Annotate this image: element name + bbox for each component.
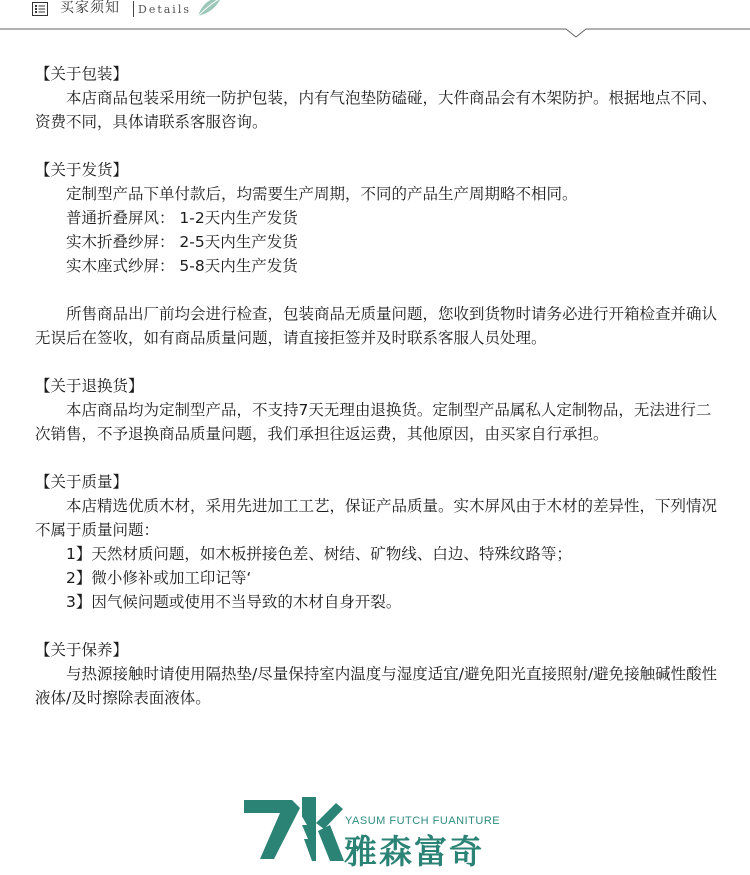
page-subtitle: Details xyxy=(138,3,191,16)
notice-section xyxy=(35,470,725,614)
section-row: 实木折叠纱屏： 2-5天内生产发货 xyxy=(66,233,298,251)
page-title: 买家须知 xyxy=(60,0,120,16)
section-row: 普通折叠屏风： 1-2天内生产发货 xyxy=(66,209,298,227)
brand-chinese-name: 雅森富奇 xyxy=(344,832,484,871)
notice-content xyxy=(35,62,725,734)
section-row: 2】微小修补或加工印记等‘ xyxy=(66,569,252,587)
section-heading: 【关于退换货】 xyxy=(35,377,144,395)
section-heading: 【关于质量】 xyxy=(35,473,129,491)
section-paragraph: 所售商品出厂前均会进行检查，包装商品无质量问题，您收到货物时请务必进行开箱检查并确认无误后在签收，如有商品质量问题，请直接拒签并及时联系客服人员处理。 xyxy=(35,305,718,347)
section-row: 实木座式纱屏： 5-8天内生产发货 xyxy=(66,257,298,275)
notice-section xyxy=(35,62,725,134)
section-paragraph: 与热源接触时请使用隔热垫/尽量保持室内温度与湿度适宜/避免阳光直接照射/避免接触碱性酸性液体/及时擦除表面液体。 xyxy=(35,665,718,707)
header-bar xyxy=(0,0,750,40)
brand-english-name: YASUM FUTCH FUANITURE xyxy=(345,815,501,827)
section-paragraph: 本店商品均为定制型产品，不支持7天无理由退换货。定制型产品属私人定制物品，无法进行二次销售，不予退换商品质量问题，我们承担往返运费，其他原因，由买家自行承担。 xyxy=(35,401,712,443)
notice-section xyxy=(35,374,725,446)
section-row: 1】天然材质问题，如木板拼接色差、树结、矿物线、白边、特殊纹路等； xyxy=(66,545,572,563)
section-heading: 【关于发货】 xyxy=(35,161,129,179)
notice-section xyxy=(35,302,725,350)
section-paragraph: 本店商品包装采用统一防护包装，内有气泡垫防磕碰，大件商品会有木架防护。根据地点不同、资费不同，具体请联系客服咨询。 xyxy=(35,89,718,131)
notice-section xyxy=(35,158,725,278)
header-divider xyxy=(0,0,750,40)
section-heading: 【关于保养】 xyxy=(35,641,129,659)
section-paragraph: 本店精选优质木材，采用先进加工工艺，保证产品质量。实木屏风由于木材的差异性，下列情况不属于质量问题： xyxy=(35,497,718,539)
notice-section xyxy=(35,638,725,710)
section-heading: 【关于包装】 xyxy=(35,65,129,83)
section-row: 定制型产品下单付款后，均需要生产周期，不同的产品生产周期略不相同。 xyxy=(66,185,578,203)
section-row: 3】因气候问题或使用不当导致的木材自身开裂。 xyxy=(66,593,402,611)
